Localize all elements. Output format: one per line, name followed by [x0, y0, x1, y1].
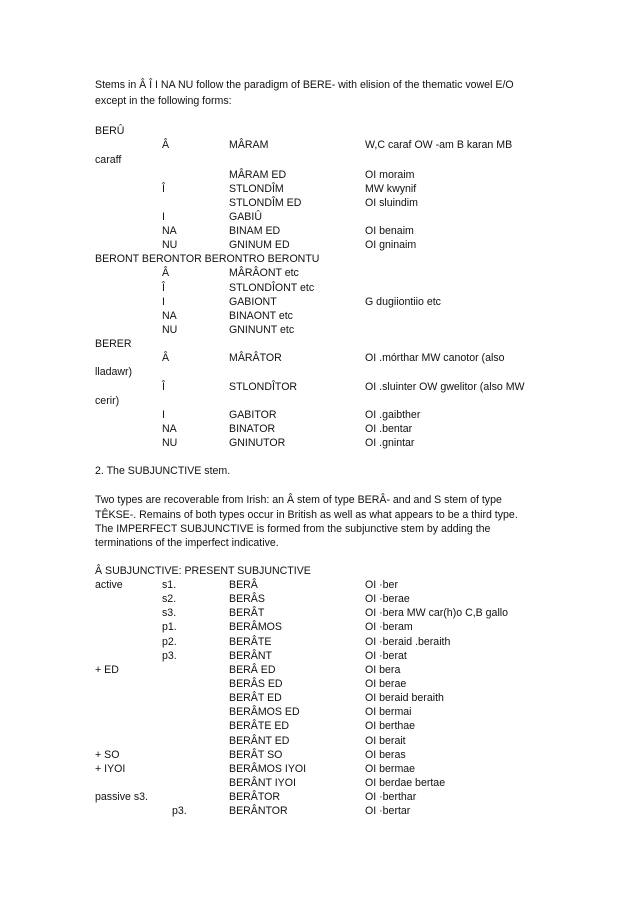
row-voice: + SO — [95, 749, 120, 761]
beru-heading: BERÛ — [95, 125, 125, 137]
intro-line-1: Stems in Â Î I NA NU follow the paradigm of BERE- with elision of the thematic vowel E/O — [95, 79, 514, 91]
row-form: STLONDÎTOR — [229, 381, 298, 393]
row-voice: + IYOI — [95, 763, 126, 775]
row-cognates: W,C caraf OW -am B karan MB — [365, 139, 513, 151]
row-person: s3. — [162, 607, 177, 619]
row-form: BERÂ — [229, 579, 258, 591]
row-cognates: OI beraid beraith — [365, 692, 444, 704]
row-form: GABITOR — [229, 409, 277, 421]
row-cognates: OI ·berae — [365, 593, 410, 605]
row-cognates: OI ·bera MW car(h)o C,B gallo — [365, 607, 509, 619]
row-form: BERÂMOS — [229, 621, 282, 633]
row-letter: NA — [162, 225, 177, 237]
row-cognates: MW kwynif — [365, 183, 417, 195]
row-cognates: OI ·beram — [365, 621, 413, 633]
row-cognates: OI ·ber — [365, 579, 398, 591]
row-letter: I — [162, 409, 165, 421]
row-form: BERÂTE ED — [229, 720, 290, 732]
row-form: GABIÛ — [229, 211, 262, 223]
row-voice: + ED — [95, 664, 119, 676]
row-letter: Â — [162, 352, 170, 364]
row-letter: NU — [162, 324, 178, 336]
row-form: GABIONT — [229, 296, 277, 308]
row-cognates: OI berthae — [365, 720, 416, 732]
row-cognates: OI sluindim — [365, 197, 418, 209]
row-letter: Î — [162, 183, 165, 195]
subjunctive-heading: Â SUBJUNCTIVE: PRESENT SUBJUNCTIVE — [95, 565, 311, 577]
row-continuation: cerir) — [95, 395, 120, 407]
row-form: BINAONT etc — [229, 310, 293, 322]
row-form: BERÂNT — [229, 650, 272, 662]
row-person: p3. — [162, 650, 177, 662]
row-cognates: OI berae — [365, 678, 407, 690]
row-letter: NU — [162, 239, 178, 251]
row-form: STLONDÎM — [229, 183, 284, 195]
row-cognates: OI .gaibther — [365, 409, 421, 421]
row-form: BERÂNTOR — [229, 805, 288, 817]
intro-line-2: except in the following forms: — [95, 95, 232, 107]
row-letter: Â — [162, 267, 170, 279]
row-letter: NA — [162, 310, 177, 322]
row-cognates: OI berait — [365, 735, 406, 747]
row-form: GNINUTOR — [229, 437, 286, 449]
row-form: BERÂT ED — [229, 692, 282, 704]
berer-heading: BERER — [95, 338, 132, 350]
row-continuation: lladawr) — [95, 366, 133, 378]
row-person: p1. — [162, 621, 177, 633]
row-form: BERÂS ED — [229, 678, 283, 690]
row-cognates: OI bermae — [365, 763, 416, 775]
row-letter: I — [162, 296, 165, 308]
row-cognates: OI ·berthar — [365, 791, 417, 803]
row-cognates: OI bera — [365, 664, 401, 676]
row-cognates: OI berdae bertae — [365, 777, 446, 789]
row-person: p3. — [172, 805, 187, 817]
row-letter: Î — [162, 282, 165, 294]
row-cognates: OI .bentar — [365, 423, 413, 435]
row-cognates: OI gninaim — [365, 239, 417, 251]
row-cognates: OI beras — [365, 749, 406, 761]
row-cognates: OI moraim — [365, 169, 415, 181]
paragraph-line: terminations of the imperfect indicative. — [95, 537, 279, 549]
row-form: MÂRÂTOR — [229, 352, 282, 364]
row-cognates: OI .sluinter OW gwelitor (also MW — [365, 381, 525, 393]
paragraph-line: The IMPERFECT SUBJUNCTIVE is formed from the subjunctive stem by adding the — [95, 523, 491, 535]
row-letter: I — [162, 211, 165, 223]
row-form: STLONDÎONT etc — [229, 282, 315, 294]
row-form: MÂRAM — [229, 139, 269, 151]
row-form: BERÂNT ED — [229, 735, 290, 747]
row-form: BERÂMOS IYOI — [229, 763, 307, 775]
row-cognates: OI benaim — [365, 225, 414, 237]
row-person: p2. — [162, 636, 177, 648]
row-continuation: caraff — [95, 154, 122, 166]
row-person: s1. — [162, 579, 177, 591]
row-form: BERÂMOS ED — [229, 706, 300, 718]
row-cognates: OI bermai — [365, 706, 412, 718]
row-letter: Î — [162, 381, 165, 393]
row-form: BINATOR — [229, 423, 276, 435]
row-cognates: OI ·berat — [365, 650, 407, 662]
row-cognates: OI .mórthar MW canotor (also — [365, 352, 505, 364]
row-form: BERÂTE — [229, 636, 272, 648]
row-cognates: OI .gnintar — [365, 437, 415, 449]
row-form: STLONDÎM ED — [229, 197, 302, 209]
row-form: BERÂS — [229, 593, 265, 605]
row-form: BERÂT — [229, 607, 265, 619]
row-form: BERÂNT IYOI — [229, 777, 296, 789]
row-voice: active — [95, 579, 123, 591]
row-form: MÂRAM ED — [229, 169, 287, 181]
row-cognates: OI ·beraid .beraith — [365, 636, 451, 648]
row-form: BINAM ED — [229, 225, 281, 237]
paragraph-line: Two types are recoverable from Irish: an Â stem of type BERÂ- and and S stem of type — [95, 494, 502, 506]
row-voice: passive s3. — [95, 791, 148, 803]
row-cognates: OI ·bertar — [365, 805, 411, 817]
beront-heading: BERONT BERONTOR BERONTRO BERONTU — [95, 253, 320, 265]
row-person: s2. — [162, 593, 177, 605]
row-form: GNINUM ED — [229, 239, 290, 251]
row-form: BERÂ ED — [229, 664, 276, 676]
row-cognates: G dugiiontiio etc — [365, 296, 441, 308]
row-letter: Â — [162, 139, 170, 151]
row-form: MÂRÂONT etc — [229, 267, 299, 279]
row-form: BERÂTOR — [229, 791, 281, 803]
paragraph-line: TÊKSE-. Remains of both types occur in British as well as what appears to be a third type. — [95, 509, 518, 521]
row-form: BERÂT SO — [229, 749, 283, 761]
section-title: 2. The SUBJUNCTIVE stem. — [95, 465, 231, 477]
row-letter: NU — [162, 437, 178, 449]
row-form: GNINUNT etc — [229, 324, 295, 336]
row-letter: NA — [162, 423, 177, 435]
